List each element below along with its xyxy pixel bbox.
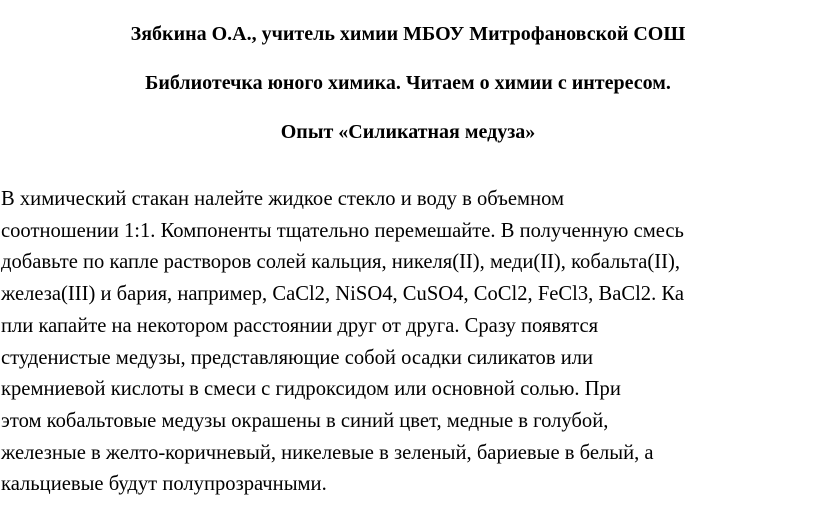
text-line: железа(III) и бария, например, CaCl2, NiSO4, CuSO4, CoCl2, FeCl3, BaCl2. Ка: [1, 283, 685, 306]
text-line: соотношении 1:1. Компоненты тщательно перемешайте. В полученную смесь: [1, 219, 684, 242]
text-line: этом кобальтовые медузы окрашены в синий цвет, медные в голубой,: [1, 409, 609, 432]
page-title: Опыт «Силикатная медуза»: [280, 121, 536, 143]
author-line: Зябкина О.А., учитель химии МБОУ Митрофановской СОШ: [130, 23, 686, 45]
experiment-description: [1, 184, 816, 501]
text-line: железные в желто-коричневый, никелевые в зеленый, бариевые в белый, а: [1, 441, 654, 464]
text-line: добавьте по капле растворов солей кальция, никеля(II), меди(II), кобальта(II),: [1, 251, 680, 274]
text-line: пли капайте на некотором расстоянии друг от друга. Сразу появятся: [1, 314, 599, 337]
text-line: кальциевые будут полупрозрачными.: [1, 473, 327, 496]
text-line: студенистые медузы, представляющие собой осадки силикатов или: [1, 346, 594, 369]
series-line: Библиотечка юного химика. Читаем о химии с интересом.: [145, 72, 671, 94]
text-line: В химический стакан налейте жидкое стекло и воду в объемном: [1, 188, 565, 210]
text-line: кремниевой кислоты в смеси с гидроксидом или основной солью. При: [1, 378, 621, 401]
